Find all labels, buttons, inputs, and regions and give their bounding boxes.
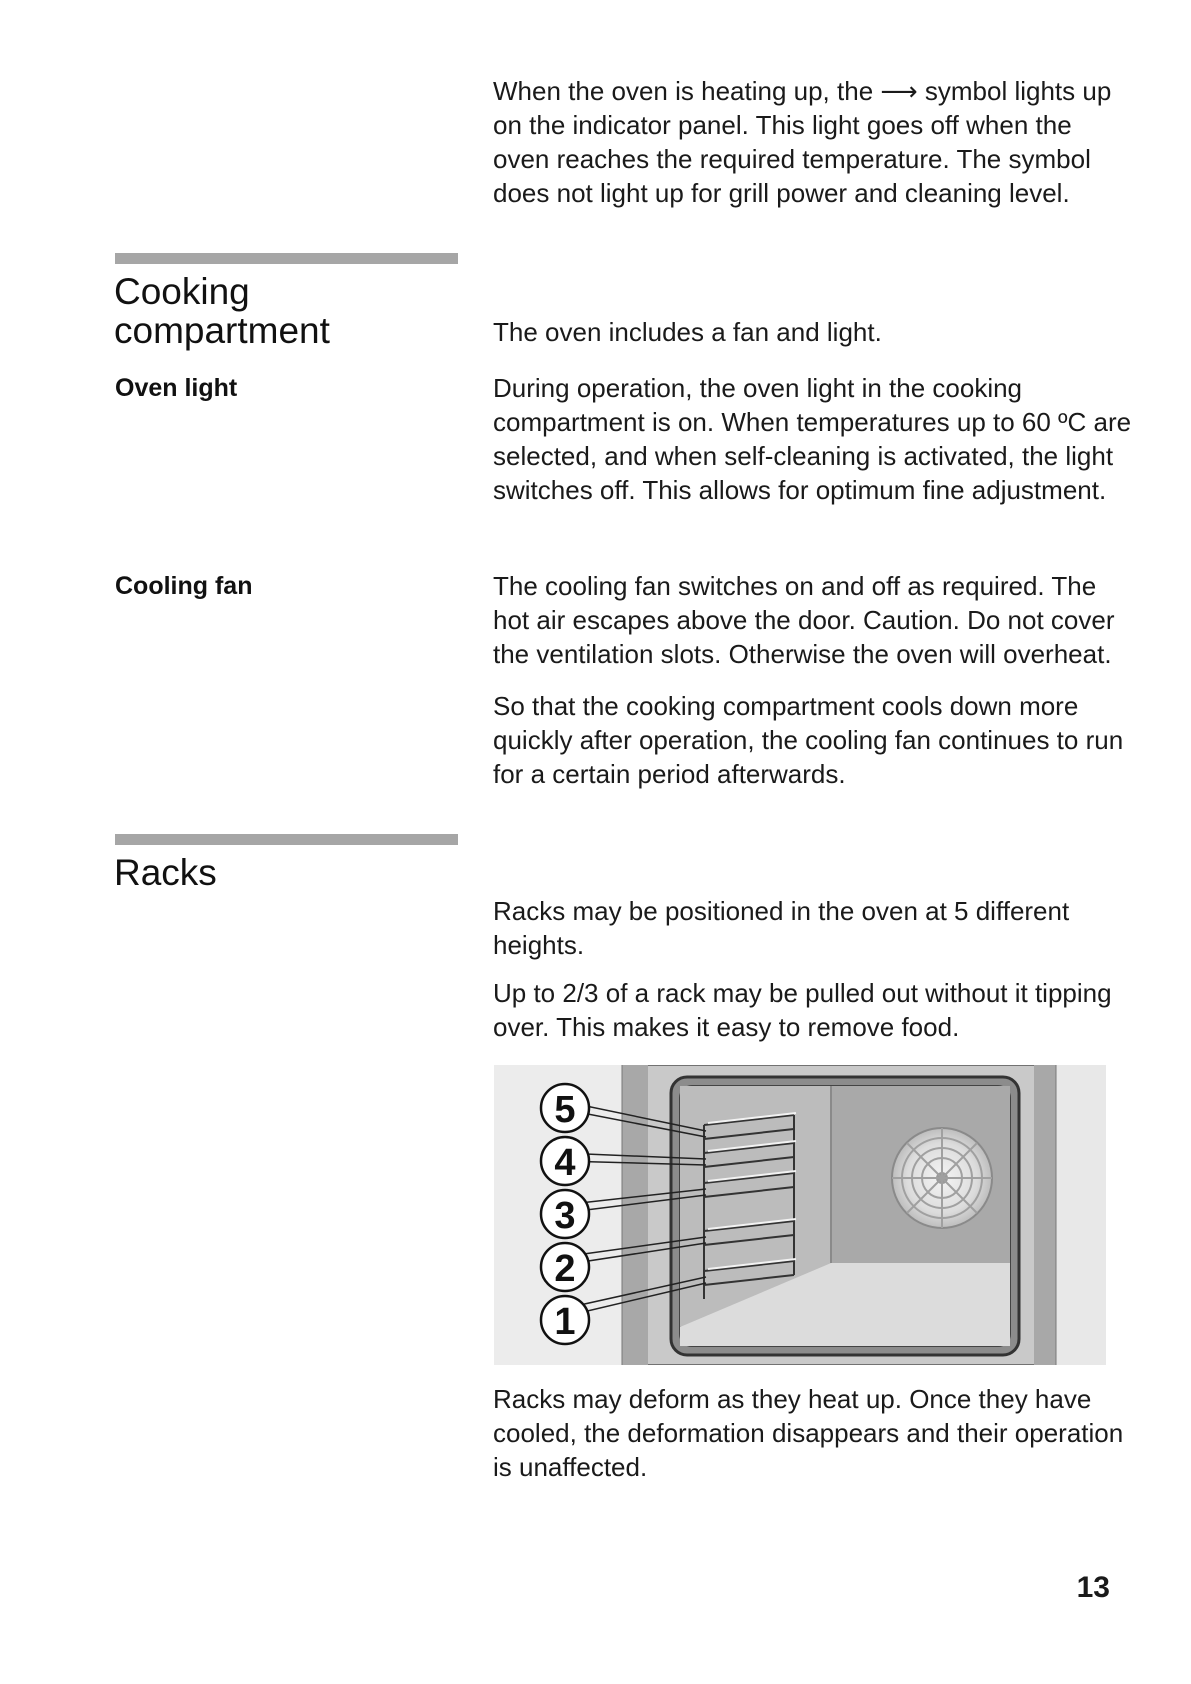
page-number: 13 [1076,1571,1110,1604]
racks-text-1: Racks may be positioned in the oven at 5 different heights. [493,896,1070,960]
rack-label-4: 4 [554,1142,576,1184]
cooling-fan-text-2: So that the cooking compartment cools down more quickly after operation, the cooling fan continues to run for a certain period afterwards. [493,691,1124,789]
section-rule-racks [115,834,458,845]
section-rule-cooking-compartment [115,253,458,264]
intro-paragraph: When the oven is heating up, the ⟶ symbol lights up on the indicator panel. This light goes off when the oven reaches the required temperature. The symbol does not light up for grill power and cleaning level. [493,76,1112,208]
oven-light-text: During operation, the oven light in the cooking compartment is on. When temperatures up to 60 ºC are selected, and when self-cleaning is activated, the light switches off. This allows for optimum fine adjustment. [493,373,1132,505]
cooking-compartment-intro: The oven includes a fan and light. [493,317,882,347]
racks-text-2: Up to 2/3 of a rack may be pulled out without it tipping over. This makes it easy to remove food. [493,978,1112,1042]
oven-rack-positions-figure [494,1065,1106,1365]
rack-label-2: 2 [554,1248,576,1290]
section-heading-racks: Racks [114,852,217,893]
subheading-oven-light: Oven light [115,374,238,402]
subheading-cooling-fan: Cooling fan [115,572,253,600]
rack-label-5: 5 [554,1089,576,1131]
rack-label-1: 1 [554,1301,576,1343]
cooling-fan-text-1: The cooling fan switches on and off as required. The hot air escapes above the door. Caution. Do not cover the ventilation slots. Otherwise the oven will overheat. [493,571,1115,669]
rack-label-3: 3 [554,1195,576,1237]
section-heading-cooking-compartment: Cooking compartment [114,271,330,351]
racks-text-3: Racks may deform as they heat up. Once they have cooled, the deformation disappears and their operation is unaffected. [493,1384,1124,1482]
